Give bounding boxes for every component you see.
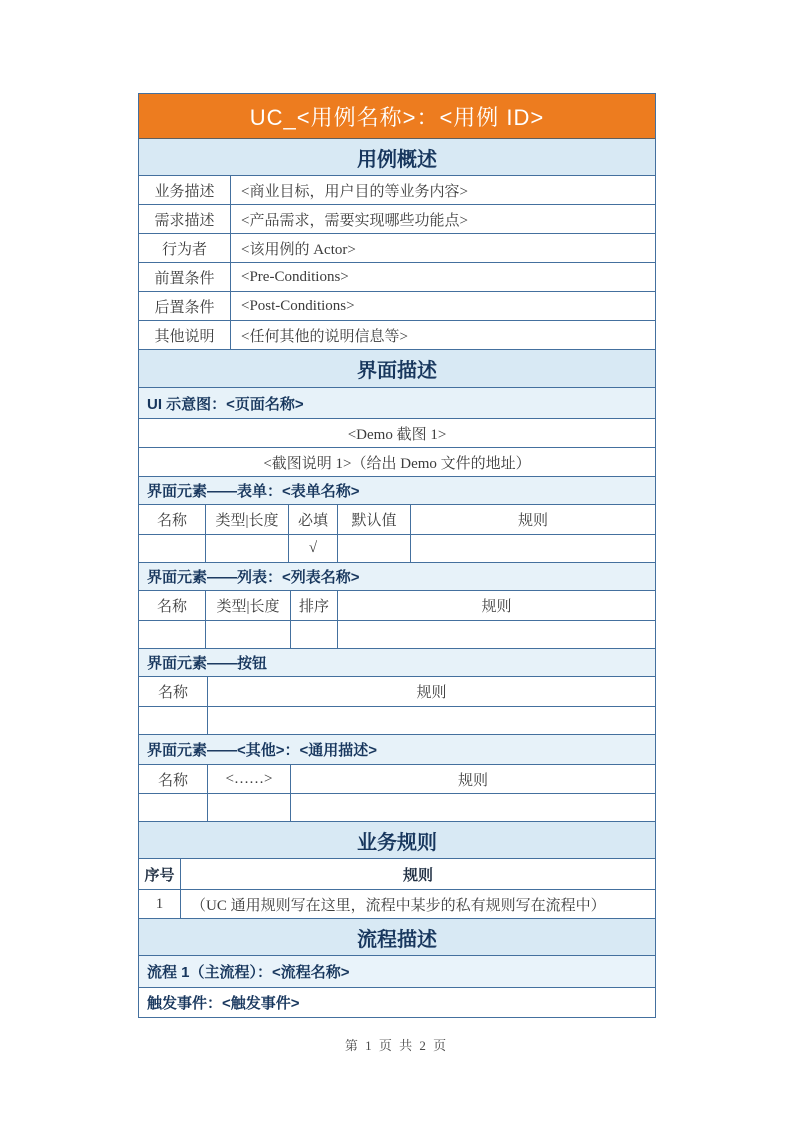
list-table-header: 界面元素——列表：<列表名称>: [139, 563, 655, 591]
demo-screenshot-placeholder: <Demo 截图 1>: [139, 419, 655, 448]
list-cell-rule: [338, 621, 655, 648]
list-table-row: [139, 621, 655, 649]
form-table-header: 界面元素——表单：<表单名称>: [139, 477, 655, 505]
screenshot-caption: <截图说明 1>（给出 Demo 文件的地址）: [139, 448, 655, 477]
rules-cell-rule: （UC 通用规则写在这里，流程中某步的私有规则写在流程中）: [191, 897, 606, 914]
button-table-header: 界面元素——按钮: [139, 649, 655, 677]
other-table-header: 界面元素——<其他>：<通用描述>: [139, 735, 655, 765]
overview-value: <Pre-Conditions>: [241, 268, 349, 285]
form-col-rule: 规则: [517, 513, 548, 529]
list-cell-sort: [291, 621, 338, 648]
form-table-column-headers: [139, 505, 655, 535]
section-header-flow: 流程描述: [139, 919, 655, 956]
form-cell-required-checkmark: √: [289, 535, 338, 562]
use-case-title-bar: [139, 94, 655, 139]
rules-col-no: 序号: [139, 859, 181, 889]
section-header-rules: 业务规则: [139, 822, 655, 859]
button-table-column-headers: [139, 677, 655, 707]
overview-label: 后置条件: [139, 292, 231, 320]
list-table-column-headers: [139, 591, 655, 621]
list-col-type: 类型|长度: [206, 591, 291, 620]
other-col-rule: 规则: [457, 772, 488, 789]
overview-label: 行为者: [139, 234, 231, 262]
ui-sketch-header: UI 示意图：<页面名称>: [139, 388, 655, 419]
flow-trigger: 触发事件：<触发事件>: [139, 988, 655, 1017]
list-cell-type: [206, 621, 291, 648]
button-cell-rule: [208, 707, 655, 734]
use-case-spec-table: [138, 93, 656, 1018]
overview-row: [139, 292, 655, 321]
other-table-row: [139, 794, 655, 822]
rules-cell-no: 1: [139, 890, 181, 918]
other-table-column-headers: [139, 765, 655, 794]
button-col-name: 名称: [139, 677, 208, 706]
form-cell-default: [338, 535, 411, 562]
form-col-required: 必填: [289, 505, 338, 534]
overview-row: [139, 234, 655, 263]
overview-value: <商业目标，用户目的等业务内容>: [241, 183, 468, 200]
button-table-row: [139, 707, 655, 735]
section-header-overview: 用例概述: [139, 139, 655, 176]
other-cell-misc: [208, 794, 291, 821]
list-col-name: 名称: [139, 591, 206, 620]
form-col-default: 默认值: [338, 505, 411, 534]
form-table-row: [139, 535, 655, 563]
other-cell-name: [139, 794, 208, 821]
overview-value: <任何其他的说明信息等>: [241, 328, 408, 345]
overview-value: <Post-Conditions>: [241, 297, 355, 314]
overview-label: 其他说明: [139, 321, 231, 349]
list-col-rule: 规则: [481, 599, 512, 615]
section-header-ui: 界面描述: [139, 350, 655, 388]
rules-col-rule: 规则: [402, 866, 433, 884]
use-case-title: UC_<用例名称>：<用例 ID>: [249, 104, 545, 130]
button-col-rule: 规则: [416, 685, 447, 701]
form-col-type: 类型|长度: [206, 505, 289, 534]
overview-label: 业务描述: [139, 176, 231, 204]
overview-row: [139, 321, 655, 350]
overview-label: 前置条件: [139, 263, 231, 291]
overview-value: <产品需求，需要实现哪些功能点>: [241, 212, 468, 229]
other-cell-rule: [291, 794, 655, 821]
rules-table-row: [139, 890, 655, 919]
form-cell-rule: [411, 535, 655, 562]
overview-row: [139, 176, 655, 205]
overview-row: [139, 205, 655, 234]
other-col-misc: <……>: [208, 765, 291, 793]
page-number-footer: 第 1 页 共 2 页: [344, 1038, 449, 1053]
other-col-name: 名称: [139, 765, 208, 793]
button-cell-name: [139, 707, 208, 734]
overview-row: [139, 263, 655, 292]
form-cell-type: [206, 535, 289, 562]
list-col-sort: 排序: [291, 591, 338, 620]
rules-table-column-headers: [139, 859, 655, 890]
overview-value: <该用例的 Actor>: [241, 241, 356, 258]
overview-label: 需求描述: [139, 205, 231, 233]
list-cell-name: [139, 621, 206, 648]
flow-title: 流程 1（主流程）：<流程名称>: [139, 956, 655, 988]
form-col-name: 名称: [139, 505, 206, 534]
form-cell-name: [139, 535, 206, 562]
